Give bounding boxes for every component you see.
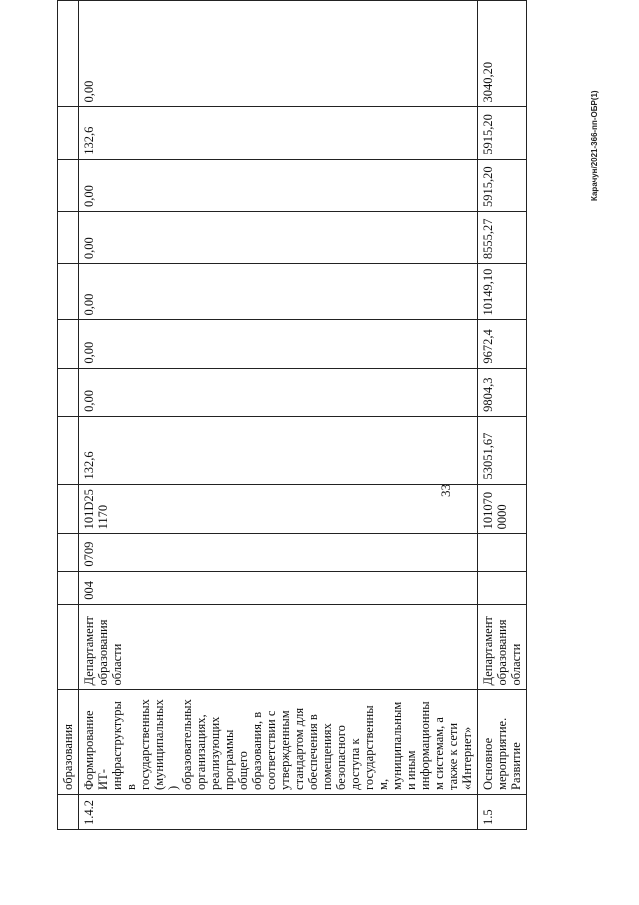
row-name: Основное мероприятие. Развитие [478,690,527,794]
row-year-5: 5915,20 [478,159,527,211]
table-row [79,1,478,830]
row-total: 53051,67 [478,416,527,484]
row-csr: 101D25 1170 [79,484,478,534]
row-year-7: 3040,20 [478,1,527,107]
row-csr: 101070 0000 [478,484,527,534]
row-year-2: 9672,4 [478,320,527,368]
row-year-1: 0,00 [79,368,478,416]
row-year-3: 10149,10 [478,264,527,320]
page-number: 33 [438,484,453,497]
document-stamp: Карачун/2021-366-пп-ОБР(1) [590,90,599,201]
budget-table [57,0,527,830]
row-year-5: 0,00 [79,159,478,211]
row-year-6: 132,6 [79,107,478,159]
row-total: 132,6 [79,416,478,484]
row-year-1: 9804,3 [478,368,527,416]
row-year-2: 0,00 [79,320,478,368]
row-executor: Департамент образования области [79,604,478,690]
row-grbs [478,571,527,604]
header-name-cell: образования [58,690,79,794]
table-header-row [58,1,79,830]
row-year-7: 0,00 [79,1,478,107]
row-number: 1.4.2 [79,794,478,829]
row-name: Формирование ИТ- инфраструктуры в государственных (муниципальных ) образовательных организациях, реализующих программы общего образования, в соответствии с утвержденным стандартом для обеспечения в помещениях безопасного доступа к государственны м, муниципальным и иным информационны м системам, а также к сети «Интернет» [79,690,478,794]
row-executor: Департамент образования области [478,604,527,690]
row-grbs: 004 [79,571,478,604]
row-year-4: 8555,27 [478,211,527,263]
table-row [478,1,527,830]
row-year-3: 0,00 [79,264,478,320]
row-year-4: 0,00 [79,211,478,263]
row-number: 1.5 [478,794,527,829]
row-rzpr: 0709 [79,534,478,571]
row-rzpr [478,534,527,571]
row-year-6: 5915,20 [478,107,527,159]
